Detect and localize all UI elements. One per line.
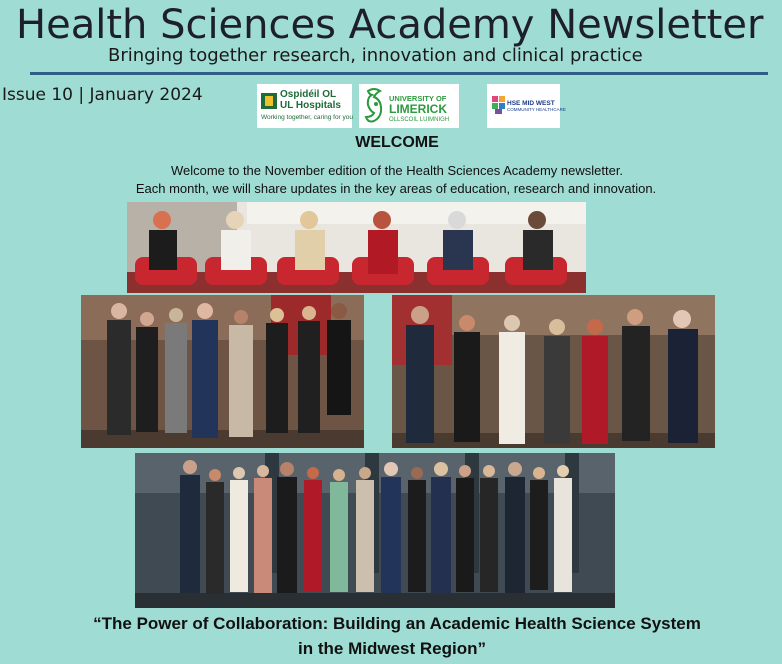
headline-quote-line2: in the Midwest Region” [298, 639, 486, 658]
limerick-logo-line3: OLLSCOIL LUIMNIGH [389, 117, 450, 123]
hse-logo-line1: HSE MID WEST [507, 100, 555, 107]
ul-hospitals-logo [257, 84, 352, 128]
hse-logo-line2: COMMUNITY HEALTHCARE [507, 107, 566, 112]
group-photo-right [392, 295, 715, 448]
ul-logo-line2: UL Hospitals [280, 100, 341, 111]
header-divider [30, 72, 768, 75]
limerick-logo-line1: UNIVERSITY OF [389, 94, 447, 103]
issue-date: Issue 10 | January 2024 [2, 85, 203, 105]
hse-emblem-icon [492, 96, 506, 114]
newsletter-subtitle: Bringing together research, innovation and clinical practice [108, 45, 643, 66]
ul-logo-tagline: Working together, caring for you [261, 114, 354, 121]
large-group-photo [135, 453, 615, 608]
welcome-text-line1: Welcome to the November edition of the Health Sciences Academy newsletter. [170, 163, 624, 178]
ul-logo-line1: Ospidéil OL [280, 89, 337, 100]
hse-mid-west-logo [487, 84, 566, 128]
panel-discussion-photo [127, 202, 586, 293]
welcome-heading: WELCOME [355, 134, 439, 151]
university-of-limerick-logo [359, 84, 459, 128]
limerick-crest-icon [362, 87, 386, 125]
newsletter-title: Health Sciences Academy Newsletter [16, 2, 764, 48]
welcome-text-line2: Each month, we will share updates in the key areas of education, research and innovation. [135, 181, 657, 196]
limerick-logo-line2: LIMERICK [389, 102, 447, 116]
group-photo-left [81, 295, 364, 448]
headline-quote-line1: “The Power of Collaboration: Building an Academic Health Science System [93, 614, 701, 633]
ul-hospitals-emblem-icon [261, 93, 277, 109]
